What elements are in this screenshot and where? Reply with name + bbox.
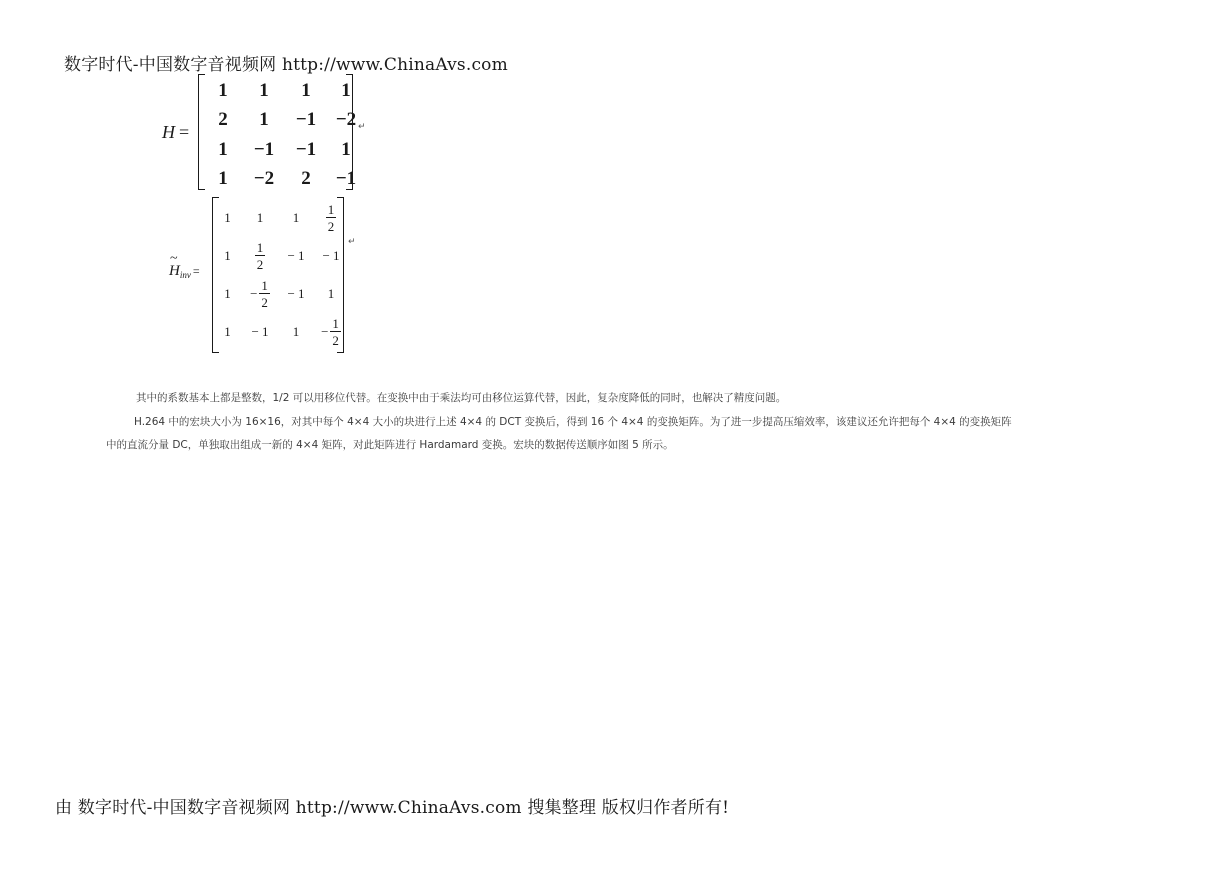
matrix-h-cell: 2 bbox=[218, 109, 228, 131]
matrix-h-inv-cell: 1 bbox=[224, 210, 231, 225]
body-paragraph-1: 其中的系数基本上都是整数，1/2 可以用移位代替。在变换中由于乘法均可由移位运算代替，因此，复杂度降低的同时，也解决了精度问题。 bbox=[136, 392, 787, 404]
matrix-h-inv-cell: 1 bbox=[224, 286, 231, 301]
fraction bbox=[259, 279, 270, 309]
matrix-h-inv-cell bbox=[240, 275, 280, 313]
matrix-h-inv-cell: 1 bbox=[224, 248, 231, 263]
page-footer: 由 数字时代-中国数字音视频网 http://www.ChinaAvs.com 搜集整理 版权归作者所有! bbox=[55, 798, 730, 818]
matrix-h-cell: 1 bbox=[218, 79, 228, 101]
matrix-h-inv-cell bbox=[312, 199, 350, 237]
matrix-h-cell: −1 bbox=[295, 138, 317, 160]
matrix-h-cell: 1 bbox=[341, 79, 351, 101]
fraction-numerator: 1 bbox=[327, 202, 335, 217]
matrix-h-inv-cell bbox=[312, 313, 350, 351]
fraction-numerator: 1 bbox=[332, 316, 339, 331]
matrix-h-cell: −2 bbox=[253, 168, 275, 190]
matrix-h-inv-cell: 1 bbox=[292, 210, 300, 225]
matrix-h-inv-cell: 1 bbox=[224, 324, 231, 339]
matrix-h-inv-cell: − 1 bbox=[287, 248, 305, 263]
matrix-h-cell: −1 bbox=[253, 138, 275, 160]
fraction bbox=[326, 203, 337, 233]
matrix-h-cell: −1 bbox=[335, 168, 357, 190]
matrix-h-cell: 1 bbox=[259, 79, 269, 101]
matrix-h-inv-cell: − 1 bbox=[251, 324, 269, 339]
body-paragraph-2-line-2: 中的直流分量 DC，单独取出组成一新的 4×4 矩阵，对此矩阵进行 Hardamard 变换。宏块的数据传送顺序如图 5 所示。 bbox=[106, 439, 674, 451]
matrix-h-cell: 1 bbox=[259, 109, 269, 131]
matrix-h-inv-grid bbox=[215, 199, 350, 351]
matrix-h-inv-cell: − 1 bbox=[322, 248, 340, 263]
minus-sign: − bbox=[250, 286, 258, 301]
paragraph-mark: ↵ bbox=[348, 237, 356, 247]
matrix-h-cell: 1 bbox=[218, 168, 228, 190]
matrix-h-inv-cell: 1 bbox=[256, 210, 264, 225]
matrix-h-right-bracket bbox=[346, 74, 353, 190]
matrix-h-inv-cell: 1 bbox=[327, 286, 335, 301]
body-paragraph-2-line-1: H.264 中的宏块大小为 16×16，对其中每个 4×4 大小的块进行上述 4×4 的 DCT 变换后，得到 16 个 4×4 的变换矩阵。为了进一步提高压缩效率，该建议还允许把每个 4×4 的变换矩阵 bbox=[134, 416, 1012, 428]
matrix-h-inv-cell bbox=[240, 237, 280, 275]
matrix-h-cell: 1 bbox=[218, 138, 228, 160]
matrix-h-inv-label: ~ $H_{inv}$ = bbox=[169, 263, 200, 280]
matrix-h-grid bbox=[204, 76, 366, 194]
fraction-denominator: 2 bbox=[261, 295, 268, 310]
page-header: 数字时代-中国数字音视频网 http://www.ChinaAvs.com bbox=[64, 55, 508, 75]
paragraph-mark: ↵ bbox=[358, 122, 366, 132]
fraction bbox=[255, 241, 266, 271]
matrix-h-inv-cell: − 1 bbox=[287, 286, 305, 301]
fraction-denominator: 2 bbox=[327, 219, 335, 234]
matrix-h-inv-right-bracket bbox=[337, 197, 344, 353]
fraction-denominator: 2 bbox=[332, 333, 339, 348]
matrix-h-cell: −2 bbox=[335, 109, 357, 131]
fraction-denominator: 2 bbox=[256, 257, 264, 272]
matrix-h-label: H = bbox=[162, 122, 190, 142]
matrix-h-inv-cell: 1 bbox=[292, 324, 300, 339]
fraction-numerator: 1 bbox=[261, 278, 268, 293]
matrix-h-cell: −1 bbox=[295, 109, 317, 131]
matrix-h-cell: 1 bbox=[341, 138, 351, 160]
fraction-numerator: 1 bbox=[256, 240, 264, 255]
matrix-h-cell: 1 bbox=[301, 79, 311, 101]
matrix-h-cell: 2 bbox=[301, 168, 311, 190]
minus-sign: − bbox=[321, 324, 329, 339]
